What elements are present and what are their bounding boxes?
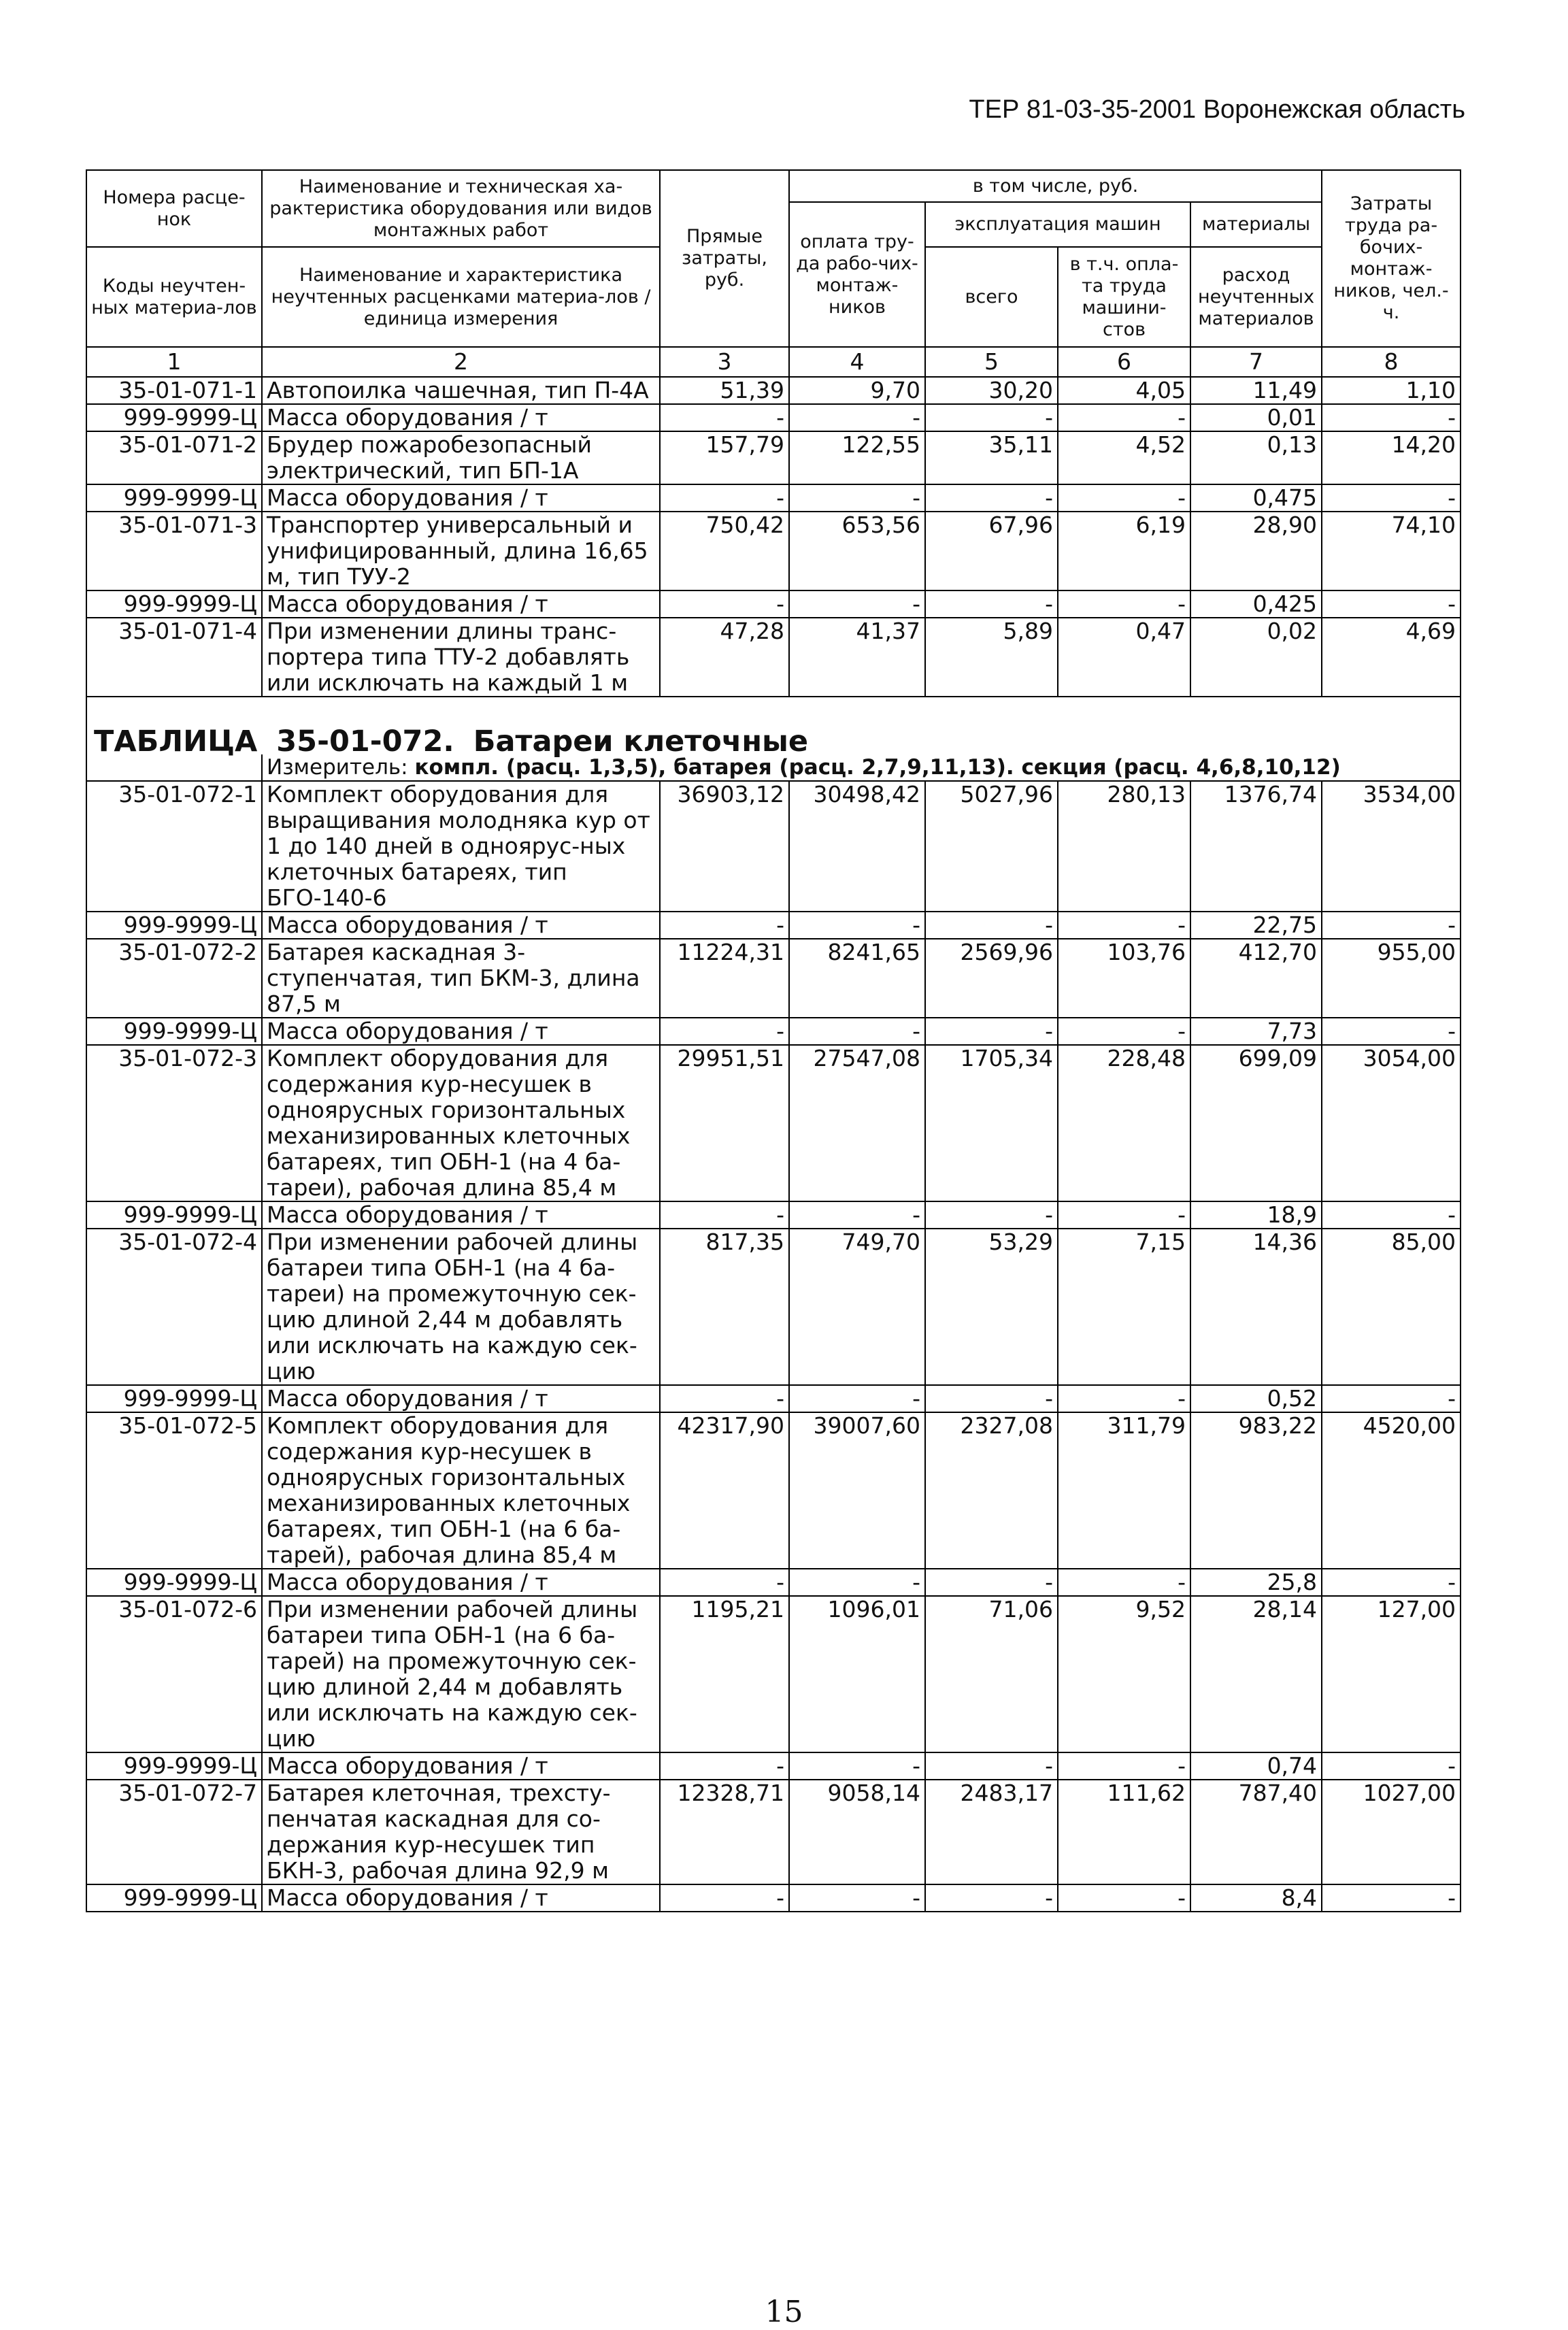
value-cell: 11,49 [1190, 377, 1322, 404]
value-cell: 8,4 [1190, 1884, 1322, 1912]
value-cell: - [925, 1752, 1058, 1780]
value-cell: - [1058, 1018, 1190, 1045]
value-cell: 2327,08 [925, 1412, 1058, 1569]
table-row [86, 431, 1461, 484]
rate-name-cell: Масса оборудования / т [262, 1884, 660, 1912]
value-cell: 9058,14 [789, 1780, 925, 1884]
value-cell: - [1058, 1201, 1190, 1229]
table2-caption-body [86, 697, 1461, 781]
value-cell: - [660, 404, 789, 431]
value-cell: - [660, 1569, 789, 1596]
value-cell: 71,06 [925, 1596, 1058, 1752]
value-cell: 2569,96 [925, 939, 1058, 1018]
table-row [86, 512, 1461, 590]
value-cell: - [660, 1884, 789, 1912]
value-cell: - [1322, 912, 1461, 939]
value-cell: 14,36 [1190, 1229, 1322, 1385]
rate-name-cell: При изменении рабочей длины батареи типа ОБН-1 (на 6 ба-тарей) на промежуточную сек-цию длиной 2,44 м добавлять или исключать на каждую сек-цию [262, 1596, 660, 1752]
rate-code-cell: 999-9999-Ц [86, 1884, 262, 1912]
value-cell: - [789, 1018, 925, 1045]
value-cell: - [789, 404, 925, 431]
rate-name-cell: Масса оборудования / т [262, 1385, 660, 1412]
value-cell: 983,22 [1190, 1412, 1322, 1569]
value-cell: 4,52 [1058, 431, 1190, 484]
value-cell: - [660, 1385, 789, 1412]
value-cell: 8241,65 [789, 939, 925, 1018]
value-cell: 653,56 [789, 512, 925, 590]
value-cell: - [1322, 404, 1461, 431]
value-cell: 280,13 [1058, 781, 1190, 912]
value-cell: - [660, 1201, 789, 1229]
value-cell: 0,425 [1190, 590, 1322, 618]
value-cell: 0,475 [1190, 484, 1322, 512]
table-row [86, 1780, 1461, 1884]
value-cell: 30498,42 [789, 781, 925, 912]
value-cell: 11224,31 [660, 939, 789, 1018]
rate-code-cell: 35-01-071-2 [86, 431, 262, 484]
rate-code-cell: 35-01-072-3 [86, 1045, 262, 1201]
value-cell: 25,8 [1190, 1569, 1322, 1596]
table-row [86, 781, 1461, 912]
value-cell: 12328,71 [660, 1780, 789, 1884]
value-cell: 0,74 [1190, 1752, 1322, 1780]
rate-code-cell: 999-9999-Ц [86, 912, 262, 939]
value-cell: 1195,21 [660, 1596, 789, 1752]
col-materials-unacc-header: расход неучтенных материалов [1190, 247, 1322, 347]
value-cell: 228,48 [1058, 1045, 1190, 1201]
table-row [86, 484, 1461, 512]
rate-code-cell: 999-9999-Ц [86, 1018, 262, 1045]
col-labor-header: Затраты труда ра-бочих-монтаж-ников, чел.-ч. [1322, 170, 1461, 347]
rate-code-cell: 999-9999-Ц [86, 484, 262, 512]
value-cell: - [925, 912, 1058, 939]
value-cell: 22,75 [1190, 912, 1322, 939]
column-number: 5 [925, 347, 1058, 377]
col-machines-total-header: всего [925, 247, 1058, 347]
value-cell: - [925, 1884, 1058, 1912]
table-row [86, 1569, 1461, 1596]
rate-code-cell: 999-9999-Ц [86, 1201, 262, 1229]
rate-code-cell: 35-01-072-7 [86, 1780, 262, 1884]
value-cell: 127,00 [1322, 1596, 1461, 1752]
value-cell: 18,9 [1190, 1201, 1322, 1229]
value-cell: 3054,00 [1322, 1045, 1461, 1201]
value-cell: 122,55 [789, 431, 925, 484]
value-cell: - [1058, 1385, 1190, 1412]
value-cell: 750,42 [660, 512, 789, 590]
column-number: 4 [789, 347, 925, 377]
value-cell: - [789, 1569, 925, 1596]
table2-name: Батареи клеточные [473, 725, 809, 759]
value-cell: 157,79 [660, 431, 789, 484]
table-row [86, 1752, 1461, 1780]
value-cell: 1,10 [1322, 377, 1461, 404]
table-row [86, 1201, 1461, 1229]
column-number: 3 [660, 347, 789, 377]
rate-name-cell: Масса оборудования / т [262, 404, 660, 431]
value-cell: - [925, 1201, 1058, 1229]
rate-name-cell: Батарея каскадная 3-ступенчатая, тип БКМ-3, длина 87,5 м [262, 939, 660, 1018]
value-cell: 1705,34 [925, 1045, 1058, 1201]
rate-code-cell: 999-9999-Ц [86, 1569, 262, 1596]
value-cell: 311,79 [1058, 1412, 1190, 1569]
value-cell: - [1322, 1569, 1461, 1596]
value-cell: 9,70 [789, 377, 925, 404]
page-number: 15 [765, 2295, 803, 2329]
value-cell: 7,15 [1058, 1229, 1190, 1385]
value-cell: - [660, 590, 789, 618]
col-machines-header: эксплуатация машин [925, 202, 1190, 247]
value-cell: 0,13 [1190, 431, 1322, 484]
table-row [86, 1412, 1461, 1569]
value-cell: 5,89 [925, 618, 1058, 697]
value-cell: 42317,90 [660, 1412, 789, 1569]
value-cell: 14,20 [1322, 431, 1461, 484]
rate-name-cell: Масса оборудования / т [262, 590, 660, 618]
col-code-header: Номера расце-нок [86, 170, 262, 247]
rate-code-cell: 35-01-072-1 [86, 781, 262, 912]
table2-label: ТАБЛИЦА [94, 725, 258, 759]
rate-name-cell: При изменении длины транс-портера типа ТТУ-2 добавлять или исключать на каждый 1 м [262, 618, 660, 697]
column-number: 6 [1058, 347, 1190, 377]
rate-code-cell: 35-01-071-4 [86, 618, 262, 697]
meter-value: компл. (расц. 1,3,5), батарея (расц. 2,7,9,11,13). секция (расц. 4,6,8,10,12) [414, 755, 1341, 780]
value-cell: - [925, 484, 1058, 512]
rate-code-cell: 35-01-071-1 [86, 377, 262, 404]
value-cell: 29951,51 [660, 1045, 789, 1201]
value-cell: - [789, 484, 925, 512]
value-cell: 53,29 [925, 1229, 1058, 1385]
table-row [86, 1596, 1461, 1752]
value-cell: 1096,01 [789, 1596, 925, 1752]
value-cell: - [1058, 404, 1190, 431]
value-cell: - [1058, 1884, 1190, 1912]
column-number: 7 [1190, 347, 1322, 377]
col-name-header: Наименование и техническая ха-рактеристика оборудования или видов монтажных работ [262, 170, 660, 247]
value-cell: 699,09 [1190, 1045, 1322, 1201]
value-cell: - [925, 404, 1058, 431]
value-cell: 36903,12 [660, 781, 789, 912]
value-cell: - [1322, 1884, 1461, 1912]
value-cell: 787,40 [1190, 1780, 1322, 1884]
rate-name-cell: Брудер пожаробезопасный электрический, тип БП-1А [262, 431, 660, 484]
value-cell: 47,28 [660, 618, 789, 697]
value-cell: 749,70 [789, 1229, 925, 1385]
table-row [86, 377, 1461, 404]
rate-name-cell: Масса оборудования / т [262, 1569, 660, 1596]
col-direct-header: Прямые затраты, руб. [660, 170, 789, 347]
column-numbers-row [86, 347, 1461, 377]
rate-name-cell: Масса оборудования / т [262, 912, 660, 939]
table2-number: 35-01-072. [276, 725, 454, 759]
value-cell: 51,39 [660, 377, 789, 404]
value-cell: 3534,00 [1322, 781, 1461, 912]
col-materials-header: материалы [1190, 202, 1322, 247]
value-cell: 4,05 [1058, 377, 1190, 404]
section1-body [86, 347, 1461, 697]
value-cell: 39007,60 [789, 1412, 925, 1569]
rate-code-cell: 35-01-072-6 [86, 1596, 262, 1752]
rate-name-cell: Комплект оборудования для содержания кур-несушек в одноярусных горизонтальных механизированных клеточных батареях, тип ОБН-1 (на 4 ба-тареи), рабочая длина 85,4 м [262, 1045, 660, 1201]
value-cell: - [660, 912, 789, 939]
rate-name-cell: При изменении рабочей длины батареи типа ОБН-1 (на 4 ба-тареи) на промежуточную сек-цию длиной 2,44 м добавлять или исключать на каждую сек-цию [262, 1229, 660, 1385]
value-cell: 7,73 [1190, 1018, 1322, 1045]
value-cell: - [660, 484, 789, 512]
meter-label: Измеритель: [267, 755, 408, 780]
value-cell: - [1058, 912, 1190, 939]
value-cell: 0,47 [1058, 618, 1190, 697]
rate-code-cell: 999-9999-Ц [86, 404, 262, 431]
table2-caption-row [86, 697, 1461, 754]
table-row [86, 404, 1461, 431]
rate-name-cell: Масса оборудования / т [262, 1752, 660, 1780]
column-number: 1 [86, 347, 262, 377]
rate-code-cell: 999-9999-Ц [86, 1752, 262, 1780]
value-cell: - [789, 1752, 925, 1780]
value-cell: - [925, 1569, 1058, 1596]
column-number: 8 [1322, 347, 1461, 377]
value-cell: 27547,08 [789, 1045, 925, 1201]
value-cell: 85,00 [1322, 1229, 1461, 1385]
value-cell: - [789, 912, 925, 939]
rate-name-cell: Батарея клеточная, трехсту-пенчатая каскадная для со-держания кур-несушек тип БКН-3, рабочая длина 92,9 м [262, 1780, 660, 1884]
value-cell: 111,62 [1058, 1780, 1190, 1884]
value-cell: 103,76 [1058, 939, 1190, 1018]
value-cell: - [1058, 484, 1190, 512]
value-cell: - [925, 590, 1058, 618]
value-cell: - [1322, 1201, 1461, 1229]
table-row [86, 939, 1461, 1018]
value-cell: 0,52 [1190, 1385, 1322, 1412]
value-cell: 41,37 [789, 618, 925, 697]
value-cell: - [1322, 1018, 1461, 1045]
value-cell: 412,70 [1190, 939, 1322, 1018]
value-cell: - [925, 1385, 1058, 1412]
table-row [86, 590, 1461, 618]
rate-name-cell: Комплект оборудования для выращивания молодняка кур от 1 до 140 дней в одноярус-ных клеточных батареях, тип БГО-140-6 [262, 781, 660, 912]
rate-code-cell: 999-9999-Ц [86, 590, 262, 618]
value-cell: - [925, 1018, 1058, 1045]
rate-code-cell: 999-9999-Ц [86, 1385, 262, 1412]
value-cell: - [1322, 1385, 1461, 1412]
value-cell: - [1322, 1752, 1461, 1780]
value-cell: - [1322, 484, 1461, 512]
value-cell: 5027,96 [925, 781, 1058, 912]
value-cell: - [1058, 1569, 1190, 1596]
rate-name-cell: Масса оборудования / т [262, 1018, 660, 1045]
value-cell: 0,02 [1190, 618, 1322, 697]
table2-title [94, 697, 1456, 759]
rate-code-cell: 35-01-072-2 [86, 939, 262, 1018]
value-cell: - [1058, 590, 1190, 618]
value-cell: 0,01 [1190, 404, 1322, 431]
table2-meter-row [86, 754, 1461, 781]
value-cell: 4520,00 [1322, 1412, 1461, 1569]
col-name-sub-header: Наименование и характеристика неучтенных расценками материа-лов / единица измерения [262, 247, 660, 347]
value-cell: 28,90 [1190, 512, 1322, 590]
value-cell: - [660, 1018, 789, 1045]
table-row [86, 1229, 1461, 1385]
col-code-sub-header: Коды неучтен-ных материа-лов [86, 247, 262, 347]
table-row [86, 1018, 1461, 1045]
value-cell: 6,19 [1058, 512, 1190, 590]
value-cell: - [789, 1201, 925, 1229]
value-cell: 1376,74 [1190, 781, 1322, 912]
rate-name-cell: Транспортер универсальный и унифицированный, длина 16,65 м, тип ТУУ-2 [262, 512, 660, 590]
col-machines-wages-header: в т.ч. опла-та труда машини-стов [1058, 247, 1190, 347]
table-row [86, 1385, 1461, 1412]
value-cell: 35,11 [925, 431, 1058, 484]
col-wages-header: оплата тру-да рабо-чих-монтаж-ников [789, 202, 925, 347]
rate-code-cell: 35-01-072-4 [86, 1229, 262, 1385]
rate-name-cell: Комплект оборудования для содержания кур-несушек в одноярусных горизонтальных механизированных клеточных батареях, тип ОБН-1 (на 6 ба-тарей), рабочая длина 85,4 м [262, 1412, 660, 1569]
value-cell: - [1322, 590, 1461, 618]
rate-code-cell: 35-01-071-3 [86, 512, 262, 590]
table-row [86, 1045, 1461, 1201]
value-cell: 2483,17 [925, 1780, 1058, 1884]
value-cell: 1027,00 [1322, 1780, 1461, 1884]
value-cell: - [660, 1752, 789, 1780]
value-cell: 4,69 [1322, 618, 1461, 697]
section2-body [86, 781, 1461, 1912]
value-cell: 30,20 [925, 377, 1058, 404]
rate-code-cell: 35-01-072-5 [86, 1412, 262, 1569]
value-cell: 74,10 [1322, 512, 1461, 590]
value-cell: - [1058, 1752, 1190, 1780]
col-including-header: в том числе, руб. [789, 170, 1322, 202]
rate-name-cell: Масса оборудования / т [262, 1201, 660, 1229]
value-cell: 67,96 [925, 512, 1058, 590]
table-row [86, 912, 1461, 939]
value-cell: 9,52 [1058, 1596, 1190, 1752]
rate-name-cell: Автопоилка чашечная, тип П-4А [262, 377, 660, 404]
rate-name-cell: Масса оборудования / т [262, 484, 660, 512]
table-row [86, 618, 1461, 697]
value-cell: 817,35 [660, 1229, 789, 1385]
document-header: ТЕР 81-03-35-2001 Воронежская область [969, 95, 1465, 124]
rates-table [86, 169, 1461, 1912]
table-row [86, 1884, 1461, 1912]
column-number: 2 [262, 347, 660, 377]
value-cell: - [789, 1385, 925, 1412]
value-cell: 28,14 [1190, 1596, 1322, 1752]
value-cell: - [789, 590, 925, 618]
value-cell: - [789, 1884, 925, 1912]
value-cell: 955,00 [1322, 939, 1461, 1018]
